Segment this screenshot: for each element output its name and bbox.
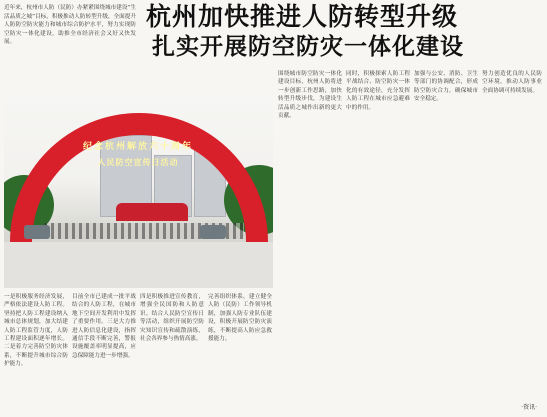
intro-paragraph: 近年来，杭州市人防（民防）办紧紧围绕城市建设“生活品质之城”目标，积极推动人防转型升级，全面提升人防防空防灾能力和城市综合防护水平，努力实现防空防灾一体化建设，助推全市经济社会又好又快发展。 [4, 5, 136, 46]
parked-car [200, 225, 226, 239]
article-column-2: 目前全市已建成一批平战结合的人防工程，在城市地下空间开发利用中发挥了重要作用。三是大力推进人防信息化建设，指挥通信手段不断完善，警报设施覆盖率明显提高，应急保障能力进一步增强。 [72, 294, 136, 359]
article-column-7: 加强与公安、消防、卫生等部门的协调配合，形成防空防灾合力，确保城市安全稳定。 [414, 71, 478, 103]
headline-line-1: 杭州加快推进人防转型升级 [146, 2, 459, 31]
section-credit: ·资讯· [521, 404, 537, 411]
article-column-8: 努力创造优良的人民防空环境，推动人防事业全面协调可持续发展。 [482, 71, 542, 94]
plaza-ground [4, 242, 273, 288]
article-column-5: 围绕城市防空防灾一体化建设目标，杭州人防将进一步创新工作思路，加快转型升级步伐，为建设生活品质之城作出新的更大贡献。 [278, 71, 342, 120]
arch-banner-text-2: 人民防空宣传日活动 [97, 158, 179, 167]
article-column-3: 四是积极推进宣传教育，增强全民国防和人防意识。结合人民防空宣传日等活动，组织开展防空防灾知识宣传和疏散演练，社会各界参与热情高涨。 [140, 294, 204, 343]
red-tent [116, 203, 188, 221]
headline-line-2: 扎实开展防空防灾一体化建设 [152, 33, 464, 60]
parked-car [24, 225, 50, 239]
article-column-1: 一是积极服务经济发展，严格依法建设人防工程。坚持把人防工程建设纳入城市总体规划，加大结建人防工程监管力度，人防工程建设面积逐年增长。二是着力完善防空防灾体系，不断提升城市综合防护能力。 [4, 294, 68, 368]
article-column-4: 完善组织体系，建立健全人防（民防）工作领导机制，加强人防专业队伍建设，积极开展防空防灾演练，不断提高人防应急救援能力。 [208, 294, 272, 343]
article-column-6: 同时，积极探索人防工程平战结合、防空防灾一体化的有效途径，充分发挥人防工程在城市应急避难中的作用。 [346, 71, 410, 111]
arch-banner-text: 纪念杭州解放六十周年 [82, 142, 193, 152]
headline [142, 2, 543, 64]
event-photo [4, 95, 273, 288]
